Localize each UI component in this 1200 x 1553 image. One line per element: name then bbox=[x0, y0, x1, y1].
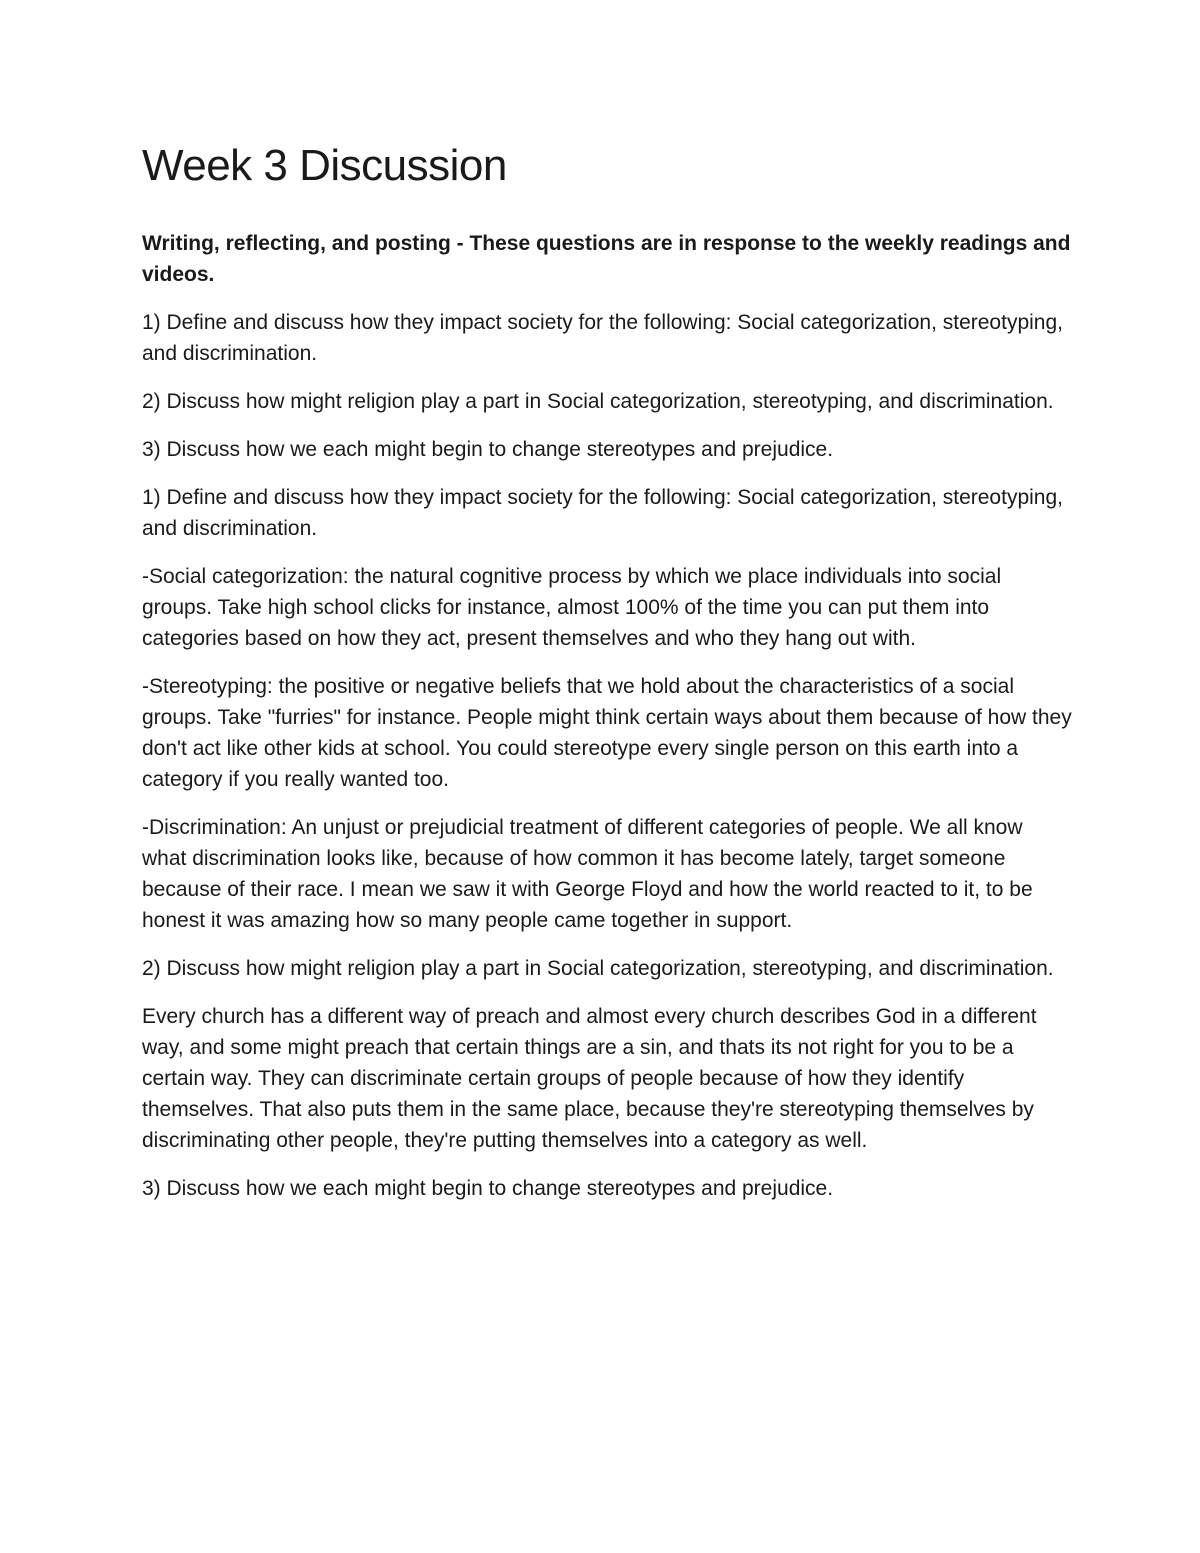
question-2: 2) Discuss how might religion play a part in Social categorization, stereotyping, and discrimination. bbox=[142, 390, 1054, 413]
answer-religion: Every church has a different way of preach and almost every church describes God in a different way, and some might preach that certain things are a sin, and thats its not right for you to be a certain way. They can discriminate certain groups of people because of how they identify themselves. That also puts them in the same place, because they're stereotyping themselves by discriminating other people, they're putting themselves into a category as well. bbox=[142, 1005, 1037, 1152]
question-3: 3) Discuss how we each might begin to change stereotypes and prejudice. bbox=[142, 438, 834, 461]
document-page bbox=[142, 138, 1072, 1221]
answer-social-categorization: -Social categorization: the natural cognitive process by which we place individuals into social groups. Take high school clicks for instance, almost 100% of the time you can put them into categories based on how they act, present themselves and who they hang out with. bbox=[142, 565, 1002, 650]
document-subtitle: Writing, reflecting, and posting - These questions are in response to the weekly readings and videos. bbox=[142, 232, 1071, 286]
answer-discrimination: -Discrimination: An unjust or prejudicial treatment of different categories of people. We all know what discrimination looks like, because of how common it has become lately, target someone because of their race. I mean we saw it with George Floyd and how the world reacted to it, to be honest it was amazing how so many people came together in support. bbox=[142, 816, 1033, 932]
answer-question-3-heading: 3) Discuss how we each might begin to change stereotypes and prejudice. bbox=[142, 1177, 834, 1200]
document-title: Week 3 Discussion bbox=[142, 141, 507, 190]
question-1: 1) Define and discuss how they impact society for the following: Social categorization, stereotyping, and discrimination. bbox=[142, 311, 1063, 365]
answer-question-2-heading: 2) Discuss how might religion play a part in Social categorization, stereotyping, and discrimination. bbox=[142, 957, 1054, 980]
answer-stereotyping: -Stereotyping: the positive or negative beliefs that we hold about the characteristics of a social groups. Take "furries" for instance. People might think certain ways about them because of how they don't act like other kids at school. You could stereotype every single person on this earth into a category if you really wanted too. bbox=[142, 675, 1072, 791]
answer-question-1-heading: 1) Define and discuss how they impact society for the following: Social categorization, stereotyping, and discrimination. bbox=[142, 486, 1063, 540]
